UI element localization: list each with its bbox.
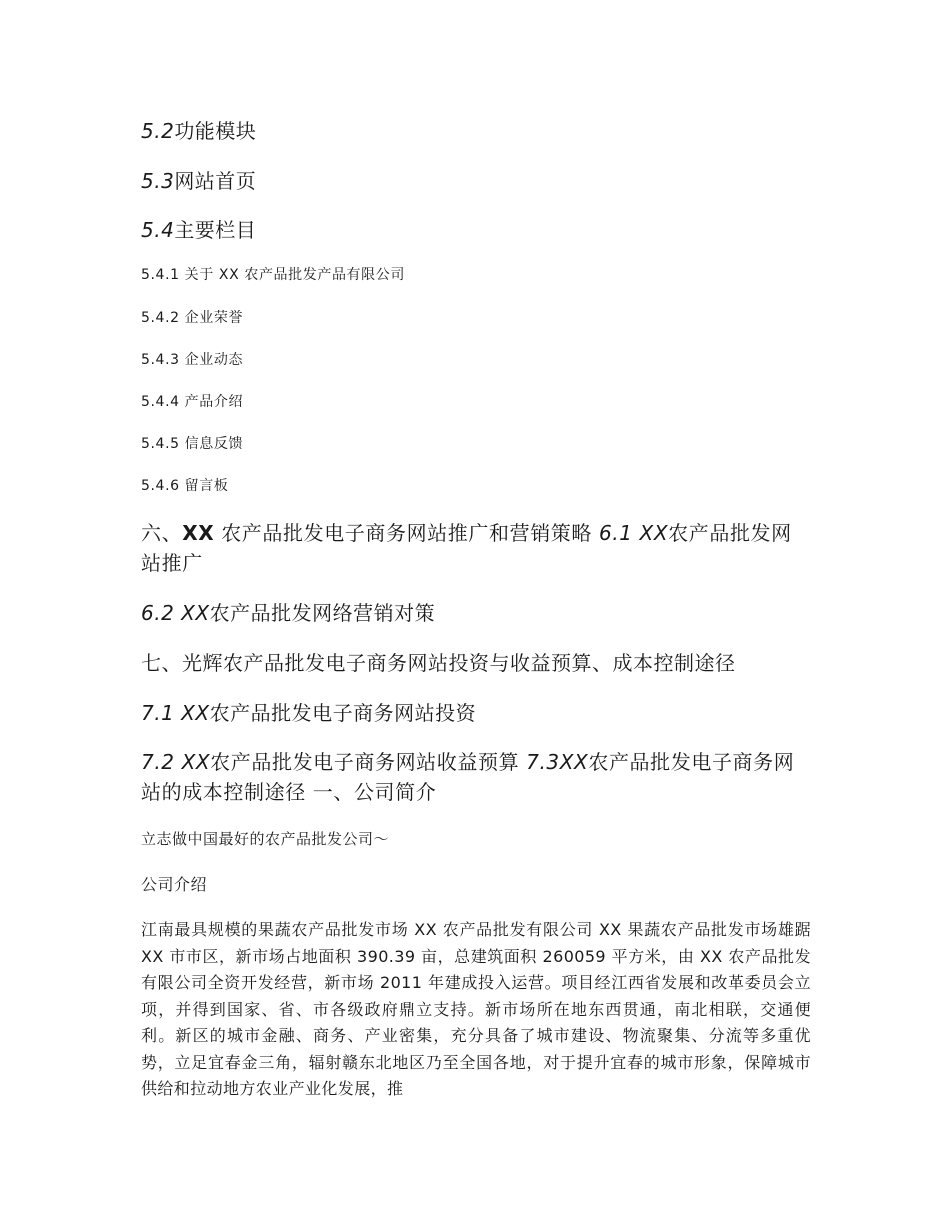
- chapter-title: 农产品批发电子商务网站推广和营销策略: [214, 521, 599, 545]
- section-number: 5.4: [141, 218, 175, 242]
- toc-chapter-7: 七、光辉农产品批发电子商务网站投资与收益预算、成本控制途径: [141, 651, 736, 675]
- section-number: 5.3: [141, 169, 175, 193]
- section-number: 6.1: [598, 521, 633, 545]
- section-title: 农产品批发电子商务网站投资: [209, 701, 477, 725]
- toc-subitem-5-4-3: 5.4.3 企业动态: [141, 352, 244, 368]
- toc-subitem-5-4-1: 5.4.1 关于 XX 农产品批发产品有限公司: [141, 267, 405, 283]
- section-title: 农产品批发网站推广: [141, 521, 792, 575]
- section-title: 功能模块: [174, 119, 257, 143]
- section-xx: XX: [174, 601, 210, 625]
- toc-chapter-6: [141, 518, 811, 578]
- toc-subitem-5-4-5: 5.4.5 信息反馈: [141, 436, 244, 452]
- section-title: 网站首页: [174, 169, 257, 193]
- section-title: 农产品批发网络营销对策: [209, 601, 436, 625]
- chapter-bold: XX: [182, 521, 215, 545]
- section-title: 农产品批发电子商务网站收益预算: [210, 750, 527, 774]
- intro-paragraph: 江南最具规模的果蔬农产品批发市场 XX 农产品批发有限公司 XX 果蔬农产品批发市场雄踞 XX 市市区，新市场占地面积 390.39 亩，总建筑面积 260059 平方米，由 XX 农产品批发有限公司全资开发经营，新市场 2011 年建成投入运营。项目经江西省发展和改革委员会立项，并得到国家、省、市各级政府鼎立支持。新市场所在地东西贯通，南北相联，交通便利。新区的城市金融、商务、产业密集，充分具备了城市建设、物流聚集、分流等多重优势，立足宜春金三角，辐射赣东北地区乃至全国各地，对于提升宜春的城市形象，保障城市供给和拉动地方农业产业化发展，推: [141, 920, 811, 1098]
- toc-heading-7-1: [141, 698, 476, 728]
- intro-heading: 公司介绍: [141, 875, 208, 894]
- toc-subitem-5-4-2: 5.4.2 企业荣誉: [141, 310, 244, 326]
- toc-heading-5-3: [141, 166, 256, 196]
- section-xx: XX: [632, 521, 669, 545]
- toc-heading-6-2: [141, 598, 435, 628]
- section-xx: XX: [174, 701, 210, 725]
- company-slogan: 立志做中国最好的农产品批发公司～: [141, 830, 390, 848]
- section-number: 6.2: [141, 601, 175, 625]
- section-number: 7.3XX: [526, 750, 589, 774]
- section-number: 5.2: [141, 119, 175, 143]
- section-number: 7.1: [141, 701, 175, 725]
- toc-subitem-5-4-6: 5.4.6 留言板: [141, 478, 229, 494]
- section-title: 农产品批发电子商务网站的成本控制途径 一、公司简介: [141, 750, 795, 804]
- section-number: 7.2: [141, 750, 175, 774]
- section-xx: XX: [174, 750, 211, 774]
- toc-heading-7-2-7-3: [141, 747, 811, 807]
- toc-heading-5-2: [141, 116, 256, 146]
- toc-heading-5-4: [141, 215, 256, 245]
- chapter-prefix: 六、: [141, 521, 183, 545]
- toc-subitem-5-4-4: 5.4.4 产品介绍: [141, 394, 244, 410]
- section-title: 主要栏目: [174, 218, 257, 242]
